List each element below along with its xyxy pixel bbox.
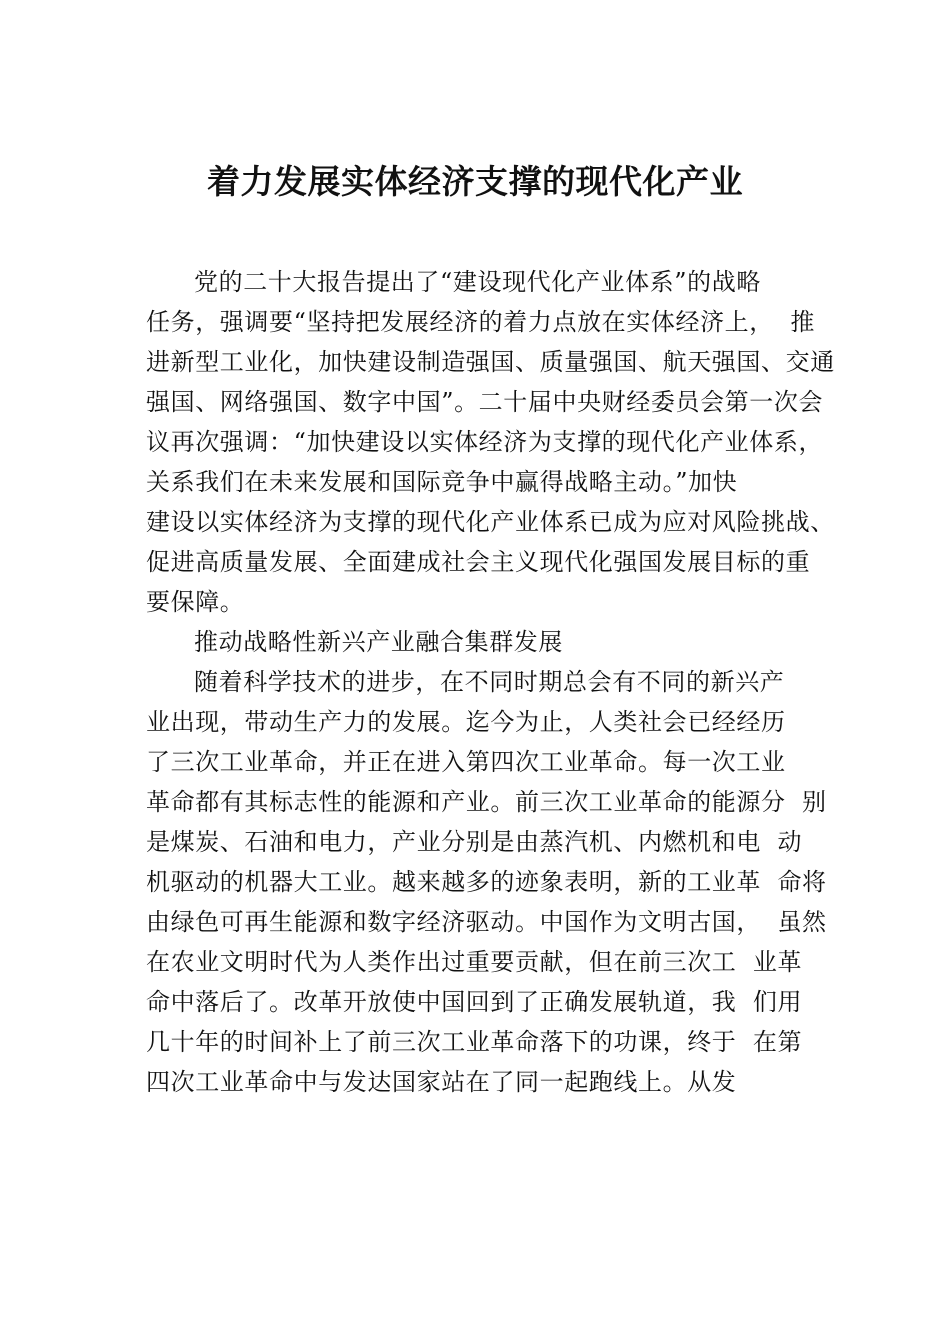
paragraph-1-line-4: 强国、网络强国、数字中国”。二十届中央财经委员会第一次会 (146, 388, 824, 416)
document-title: 着力发展实体经济支撑的现代化产业 (207, 162, 743, 201)
paragraph-1-line-9: 要保障。 (146, 588, 245, 616)
paragraph-2-line-5: 是煤炭、石油和电力，产业分别是由蒸汽机、内燃机和电 动 (146, 828, 803, 856)
paragraph-1-line-1: 党的二十大报告提出了“建设现代化产业体系”的战略 (194, 268, 761, 296)
paragraph-2-line-9: 命中落后了。改革开放使中国回到了正确发展轨道，我 们用 (146, 988, 803, 1016)
paragraph-2-line-10: 几十年的时间补上了前三次工业革命落下的功课，终于 在第 (146, 1028, 803, 1056)
paragraph-2-line-4: 革命都有其标志性的能源和产业。前三次工业革命的能源分 别 (146, 788, 827, 816)
paragraph-2-line-11: 四次工业革命中与发达国家站在了同一起跑线上。从发 (146, 1068, 737, 1096)
paragraph-1-line-2: 任务，强调要“坚持把发展经济的着力点放在实体经济上， 推 (146, 308, 815, 336)
paragraph-1-line-6: 关系我们在未来发展和国际竞争中赢得战略主动。”加快 (146, 468, 738, 496)
paragraph-2-line-2: 业出现，带动生产力的发展。迄今为止，人类社会已经经历 (146, 708, 786, 736)
section-heading: 推动战略性新兴产业融合集群发展 (194, 628, 563, 656)
paragraph-2-line-6: 机驱动的机器大工业。越来越多的迹象表明，新的工业革 命将 (146, 868, 827, 896)
paragraph-1-line-7: 建设以实体经济为支撑的现代化产业体系已成为应对风险挑战、 (146, 508, 835, 536)
paragraph-1-line-3: 进新型工业化，加快建设制造强国、质量强国、航天强国、交通 (146, 348, 835, 376)
paragraph-2-line-3: 了三次工业革命，并正在进入第四次工业革命。每一次工业 (146, 748, 786, 776)
paragraph-1-line-8: 促进高质量发展、全面建成社会主义现代化强国发展目标的重 (146, 548, 811, 576)
paragraph-2-line-8: 在农业文明时代为人类作出过重要贡献，但在前三次工 业革 (146, 948, 803, 976)
paragraph-2-line-1: 随着科学技术的进步，在不同时期总会有不同的新兴产 (194, 668, 785, 696)
paragraph-2-line-7: 由绿色可再生能源和数字经济驱动。中国作为文明古国， 虽然 (146, 908, 827, 936)
paragraph-1-line-5: 议再次强调：“加快建设以实体经济为支撑的现代化产业体系， (146, 428, 824, 456)
